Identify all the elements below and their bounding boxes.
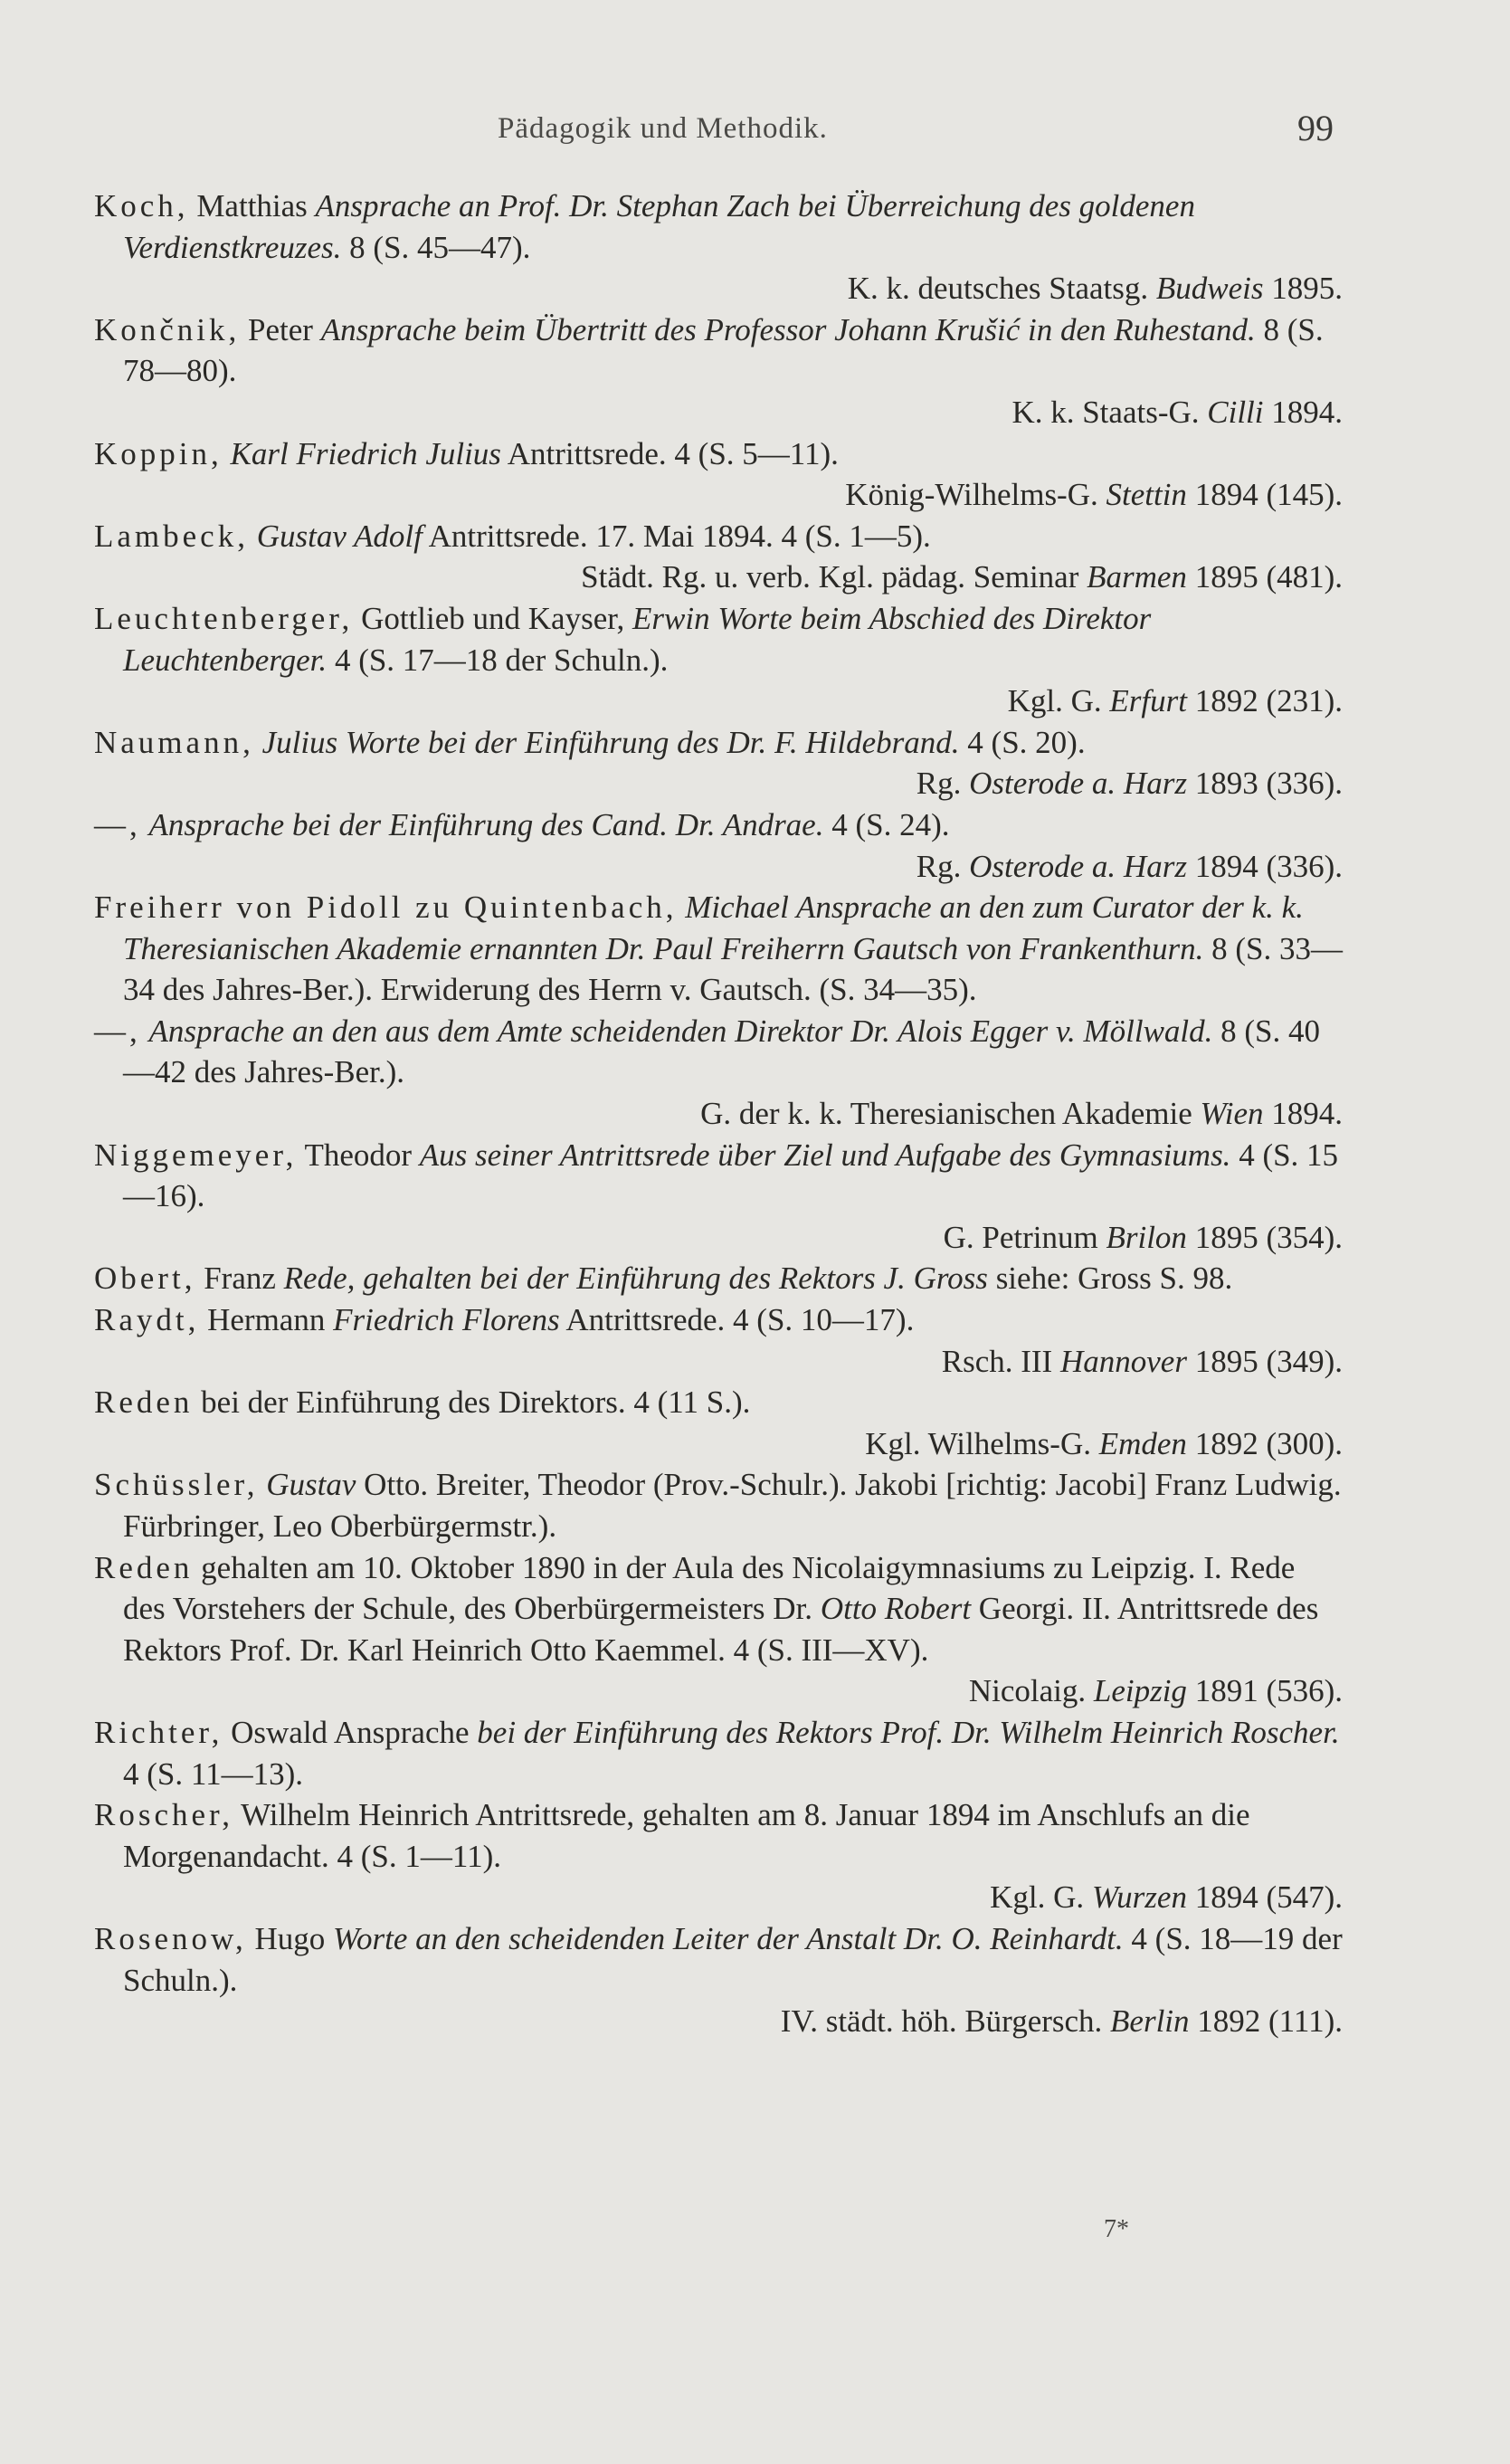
entry-author: Niggemeyer, bbox=[94, 1137, 298, 1173]
entry-city: Osterode a. Harz bbox=[969, 848, 1187, 884]
entry-city: Brilon bbox=[1106, 1219, 1187, 1255]
entry-details: Antrittsrede. 17. Mai 1894. 4 (S. 1—5). bbox=[422, 518, 931, 554]
entry-school: Rg. bbox=[916, 848, 970, 884]
entry-author: Roscher, bbox=[94, 1797, 234, 1833]
entry-school: Rg. bbox=[916, 766, 970, 802]
bibliography-entry bbox=[94, 1712, 1343, 1794]
entry-text bbox=[94, 1258, 1343, 1299]
entry-text bbox=[94, 186, 1343, 268]
entry-text-plain: Hugo bbox=[246, 1920, 334, 1956]
entry-title: Erwin Worte beim Abschied des Direktor Leuchtenberger. bbox=[123, 600, 1152, 678]
entry-title: Ansprache beim Übertritt des Professor Johann Krušić in den Ruhestand. bbox=[320, 311, 1256, 347]
entry-location bbox=[94, 557, 1343, 598]
bibliography-entry bbox=[94, 309, 1343, 433]
entry-title: Karl Friedrich Julius bbox=[230, 435, 501, 471]
entry-details: 4 (S. 20). bbox=[959, 724, 1086, 760]
entry-text bbox=[94, 1382, 1343, 1423]
entry-details: 8 (S. 78—80). bbox=[123, 311, 1324, 389]
entry-city: Berlin bbox=[1110, 2003, 1190, 2040]
entry-text-plain: Oswald Ansprache bbox=[223, 1714, 478, 1750]
entry-school: G. der k. k. Theresianischen Akademie bbox=[700, 1096, 1201, 1132]
entry-title: Worte an den scheidenden Leiter der Anstalt Dr. O. Reinhardt. bbox=[333, 1920, 1124, 1956]
entry-city: Leipzig bbox=[1093, 1673, 1187, 1709]
entry-text bbox=[94, 1712, 1343, 1794]
entry-title: Aus seiner Antrittsrede über Ziel und Aufgabe des Gymnasiums. bbox=[419, 1137, 1231, 1173]
entry-city: Emden bbox=[1098, 1425, 1187, 1461]
entry-text-plain: bei der Einführung des Direktors. 4 (11 S.). bbox=[193, 1384, 751, 1421]
entry-year: 1892 (111). bbox=[1189, 2003, 1343, 2040]
bibliography-entry bbox=[94, 1258, 1343, 1299]
entry-location bbox=[94, 680, 1343, 722]
entry-author: —, bbox=[94, 1013, 141, 1049]
entry-details: Antrittsrede. 4 (S. 5—11). bbox=[500, 435, 839, 471]
entry-year: 1891 (536). bbox=[1186, 1673, 1343, 1709]
entry-author: Končnik, bbox=[94, 311, 241, 347]
entry-author: Reden bbox=[94, 1384, 194, 1421]
entry-text-plain: Gottlieb und Kayser, bbox=[353, 600, 632, 636]
entry-location bbox=[94, 268, 1343, 309]
signature-mark: 7* bbox=[1104, 2215, 1129, 2243]
bibliography-entry bbox=[94, 1794, 1343, 1918]
bibliography-entry bbox=[94, 598, 1343, 722]
bibliography-entry bbox=[94, 1382, 1343, 1464]
entry-text-plain: gehalten am 10. Oktober 1890 in der Aula des Nicolaigymnasiums zu Leipzig. I. Rede des Vorstehers der Schule, des Oberbürgermeisters Dr. bbox=[123, 1549, 1296, 1627]
entry-author: Freiherr von Pidoll zu Quintenbach, bbox=[94, 890, 678, 926]
entry-title: Michael Ansprache an den zum Curator der k. k. Theresianischen Akademie ernannten Dr. Paul Freiherrn Gautsch von Frankenthurn. bbox=[123, 890, 1304, 966]
entry-year: 1894. bbox=[1263, 1096, 1343, 1132]
entry-details: 8 (S. 45—47). bbox=[341, 229, 531, 265]
entry-title: bei der Einführung des Rektors Prof. Dr. Wilhelm Heinrich Roscher. bbox=[477, 1714, 1340, 1750]
entry-text-plain: Matthias bbox=[188, 188, 316, 224]
entry-details: 4 (S. 17—18 der Schuln.). bbox=[327, 642, 669, 678]
entry-school: Kgl. Wilhelms-G. bbox=[865, 1425, 1099, 1461]
entry-author: Raydt, bbox=[94, 1302, 200, 1338]
entry-year: 1894 (336). bbox=[1186, 848, 1343, 884]
entry-location bbox=[94, 1217, 1343, 1259]
entry-location bbox=[94, 1670, 1343, 1712]
entry-text-plain bbox=[141, 1013, 149, 1049]
entry-details: 4 (S. 24). bbox=[823, 806, 950, 842]
bibliography-entry bbox=[94, 1464, 1343, 1546]
entry-year: 1895. bbox=[1263, 271, 1343, 307]
entry-school: Städt. Rg. u. verb. Kgl. pädag. Seminar bbox=[581, 559, 1087, 595]
entry-year: 1895 (349). bbox=[1186, 1343, 1343, 1379]
entry-school: Kgl. G. bbox=[1007, 683, 1110, 719]
entry-school: K. k. deutsches Staatsg. bbox=[847, 271, 1156, 307]
entry-text-plain bbox=[223, 436, 231, 471]
entry-text bbox=[94, 516, 1343, 557]
entry-school: Nicolaig. bbox=[968, 1673, 1094, 1709]
bibliography-entry bbox=[94, 1135, 1343, 1259]
bibliography-entry bbox=[94, 887, 1343, 1011]
entry-city: Erfurt bbox=[1109, 683, 1187, 719]
entry-location bbox=[94, 846, 1343, 888]
entry-school: IV. städt. höh. Bürgersch. bbox=[780, 2003, 1111, 2040]
entry-text bbox=[94, 804, 1343, 846]
bibliography-list bbox=[94, 186, 1343, 2042]
entry-text bbox=[94, 1135, 1343, 1217]
entry-text-plain: Hermann bbox=[199, 1302, 334, 1338]
entry-author: —, bbox=[94, 806, 141, 842]
entry-text bbox=[94, 1794, 1343, 1877]
entry-city: Barmen bbox=[1087, 559, 1187, 595]
entry-city: Hannover bbox=[1059, 1343, 1187, 1379]
entry-author: Schüssler, bbox=[94, 1467, 259, 1503]
page-header bbox=[0, 107, 1510, 161]
entry-author: Reden bbox=[94, 1549, 194, 1585]
entry-text bbox=[94, 887, 1343, 1011]
page-number: 99 bbox=[1297, 108, 1334, 148]
entry-school: K. k. Staats-G. bbox=[1011, 394, 1208, 430]
entry-text-plain: Peter bbox=[240, 311, 321, 347]
entry-school: König-Wilhelms-G. bbox=[845, 477, 1106, 513]
bibliography-entry bbox=[94, 1011, 1343, 1135]
entry-title: Ansprache an den aus dem Amte scheidenden Direktor Dr. Alois Egger v. Möllwald. bbox=[148, 1013, 1213, 1049]
entry-details: Otto. Breiter, Theodor (Prov.-Schulr.). Jakobi [richtig: Jacobi] Franz Ludwig. Fürbringer, Leo Oberbürgermstr.). bbox=[123, 1467, 1342, 1544]
entry-year: 1894. bbox=[1263, 394, 1343, 430]
entry-city: Budweis bbox=[1155, 271, 1264, 307]
entry-year: 1894 (145). bbox=[1186, 477, 1343, 513]
entry-year: 1894 (547). bbox=[1186, 1879, 1343, 1916]
entry-year: 1892 (300). bbox=[1186, 1425, 1343, 1461]
entry-author: Lambeck, bbox=[94, 518, 249, 554]
entry-text-plain: Theodor bbox=[297, 1137, 420, 1173]
entry-details: Georgi. II. Antrittsrede des Rektors Prof. Dr. Karl Heinrich Otto Kaemmel. 4 (S. III—XV). bbox=[123, 1591, 1319, 1668]
entry-location bbox=[94, 392, 1343, 433]
entry-text-plain bbox=[259, 1467, 267, 1502]
bibliography-entry bbox=[94, 516, 1343, 598]
entry-text-plain bbox=[141, 807, 149, 842]
entry-text-plain bbox=[254, 725, 262, 760]
entry-text bbox=[94, 598, 1343, 680]
entry-location bbox=[94, 474, 1343, 516]
entry-author: Naumann, bbox=[94, 724, 254, 760]
entry-location bbox=[94, 1093, 1343, 1135]
entry-text bbox=[94, 309, 1343, 392]
entry-city: Cilli bbox=[1207, 394, 1264, 430]
entry-location bbox=[94, 2001, 1343, 2042]
entry-title: Gustav Adolf bbox=[256, 518, 423, 554]
entry-author: Richter, bbox=[94, 1714, 223, 1750]
entry-title: Friedrich Florens bbox=[333, 1302, 560, 1338]
entry-author: Rosenow, bbox=[94, 1920, 247, 1956]
bibliography-entry bbox=[94, 1918, 1343, 2042]
entry-city: Wurzen bbox=[1091, 1879, 1187, 1916]
entry-title: Julius Worte bei der Einführung des Dr. F. Hildebrand. bbox=[261, 724, 960, 760]
bibliography-entry bbox=[94, 1547, 1343, 1712]
entry-location bbox=[94, 1877, 1343, 1918]
bibliography-entry bbox=[94, 433, 1343, 516]
bibliography-entry bbox=[94, 804, 1343, 887]
bibliography-entry bbox=[94, 1299, 1343, 1382]
entry-year: 1892 (231). bbox=[1186, 683, 1343, 719]
running-head: Pädagogik und Methodik. bbox=[498, 112, 828, 145]
entry-text-plain bbox=[677, 890, 685, 925]
entry-text bbox=[94, 1299, 1343, 1341]
entry-author: Koppin, bbox=[94, 435, 223, 471]
entry-details: Antrittsrede. 4 (S. 10—17). bbox=[559, 1302, 915, 1338]
entry-title: Rede, gehalten bei der Einführung des Rektors J. Gross bbox=[283, 1261, 988, 1297]
entry-details: 4 (S. 15—16). bbox=[123, 1137, 1339, 1214]
entry-title: Otto Robert bbox=[820, 1591, 972, 1627]
entry-school: G. Petrinum bbox=[943, 1219, 1106, 1255]
bibliography-entry bbox=[94, 722, 1343, 804]
entry-year: 1895 (354). bbox=[1186, 1219, 1343, 1255]
bibliography-entry bbox=[94, 186, 1343, 309]
entry-text-plain bbox=[249, 518, 257, 554]
entry-details: 4 (S. 11—13). bbox=[123, 1755, 303, 1792]
entry-details: 4 (S. 18—19 der Schuln.). bbox=[123, 1920, 1343, 1998]
entry-text-plain: Franz bbox=[195, 1261, 284, 1297]
entry-details: 8 (S. 40—42 des Jahres-Ber.). bbox=[123, 1013, 1321, 1090]
entry-text bbox=[94, 1464, 1343, 1546]
entry-text bbox=[94, 1918, 1343, 2001]
entry-city: Stettin bbox=[1106, 477, 1187, 513]
entry-title: Ansprache bei der Einführung des Cand. Dr. Andrae. bbox=[148, 806, 824, 842]
entry-year: 1893 (336). bbox=[1186, 766, 1343, 802]
entry-city: Wien bbox=[1200, 1096, 1264, 1132]
entry-details: siehe: Gross S. 98. bbox=[987, 1261, 1233, 1297]
entry-school: Rsch. III bbox=[941, 1343, 1060, 1379]
entry-text bbox=[94, 1011, 1343, 1093]
entry-location bbox=[94, 1423, 1343, 1465]
entry-year: 1895 (481). bbox=[1186, 559, 1343, 595]
entry-text bbox=[94, 722, 1343, 764]
entry-location bbox=[94, 1341, 1343, 1383]
entry-details: 8 (S. 33—34 des Jahres-Ber.). Erwiderung des Herrn v. Gautsch. (S. 34—35). bbox=[123, 930, 1343, 1008]
entry-location bbox=[94, 763, 1343, 804]
entry-school: Kgl. G. bbox=[990, 1879, 1092, 1916]
entry-title: Gustav bbox=[266, 1467, 356, 1503]
entry-author: Obert, bbox=[94, 1261, 196, 1297]
entry-author: Koch, bbox=[94, 188, 189, 224]
entry-title: Ansprache an Prof. Dr. Stephan Zach bei Überreichung des goldenen Verdienstkreuzes. bbox=[123, 188, 1195, 265]
entry-author: Leuchtenberger, bbox=[94, 600, 354, 636]
entry-city: Osterode a. Harz bbox=[969, 766, 1187, 802]
entry-text bbox=[94, 433, 1343, 475]
entry-text-plain: Wilhelm Heinrich Antrittsrede, gehalten am 8. Januar 1894 im Anschlufs an die Morgenandacht. 4 (S. 1—11). bbox=[123, 1797, 1250, 1874]
entry-text bbox=[94, 1547, 1343, 1671]
